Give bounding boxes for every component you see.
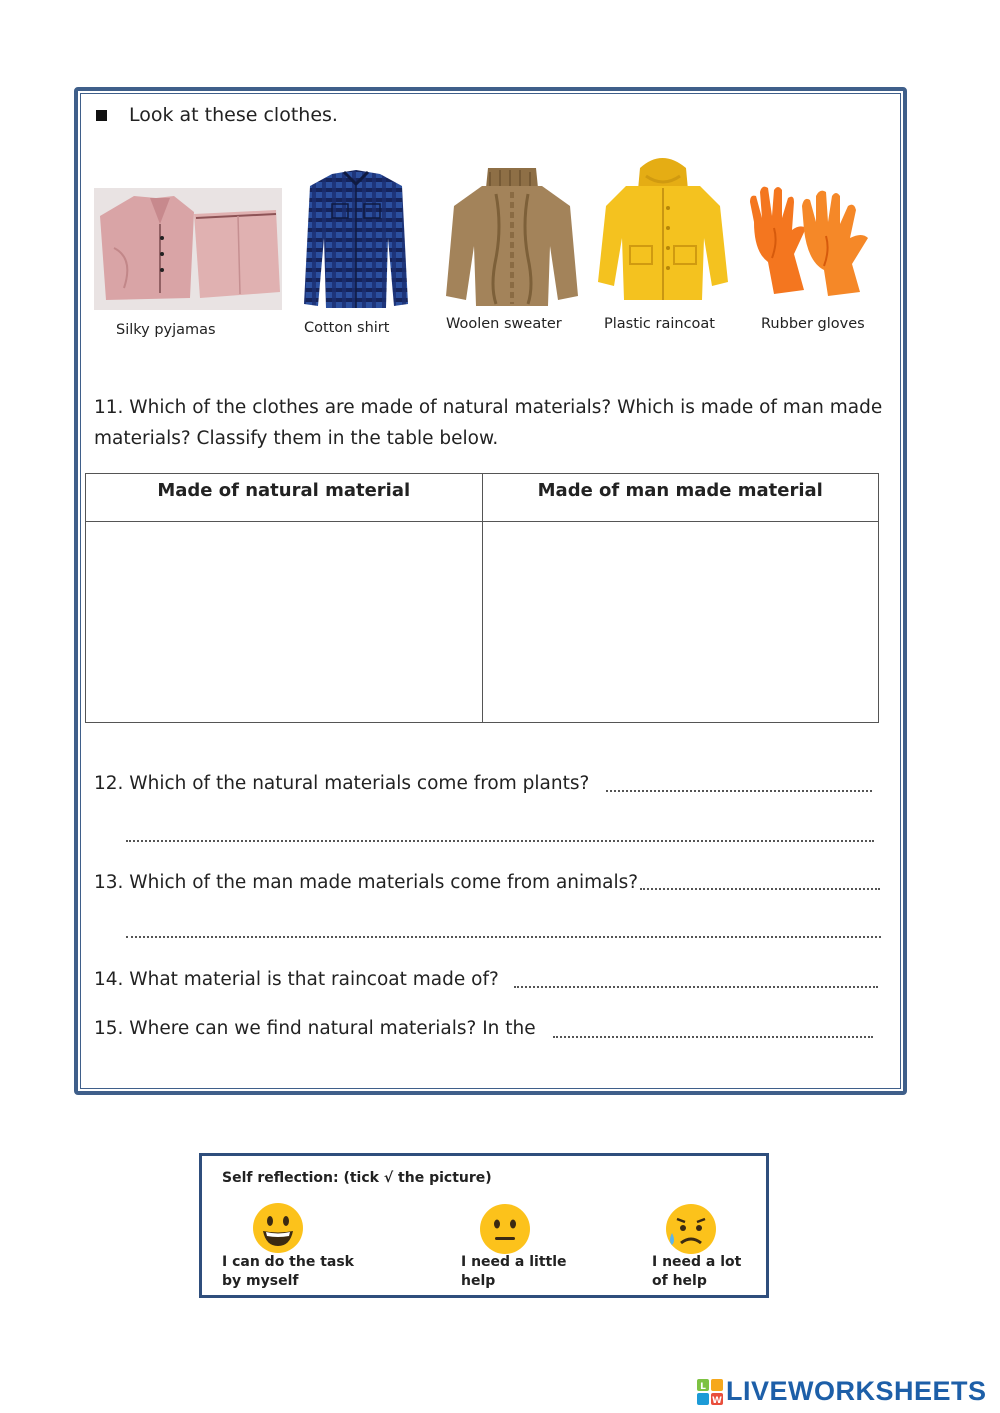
reflection-option-2-line1: I need a little xyxy=(461,1254,567,1270)
raincoat-icon xyxy=(596,154,730,304)
smiling-face-icon[interactable] xyxy=(252,1202,304,1254)
man-made-drop-cell[interactable] xyxy=(482,522,879,723)
answer-13-line-2[interactable] xyxy=(126,936,881,938)
question-15: 15. Where can we find natural materials? In the xyxy=(94,1018,536,1039)
badge-letter-l: L xyxy=(700,1381,706,1392)
caption-gloves: Rubber gloves xyxy=(761,316,865,332)
self-reflection-title: Self reflection: (tick √ the picture) xyxy=(222,1170,492,1186)
caption-sweater: Woolen sweater xyxy=(446,316,562,332)
reflection-option-3-line1: I need a lot xyxy=(652,1254,742,1270)
question-11-line2: materials? Classify them in the table below. xyxy=(94,428,499,449)
sweater-icon xyxy=(444,166,580,310)
caption-pyjamas: Silky pyjamas xyxy=(116,322,216,338)
neutral-face-icon[interactable] xyxy=(479,1203,531,1255)
liveworksheets-logo-text: LIVEWORKSHEETS xyxy=(726,1376,987,1406)
header-man-made: Made of man made material xyxy=(482,474,879,522)
natural-drop-cell[interactable] xyxy=(86,522,483,723)
question-12: 12. Which of the natural materials come from plants? xyxy=(94,773,590,794)
answer-14-line[interactable] xyxy=(514,986,878,988)
sad-sweat-face-icon[interactable] xyxy=(664,1203,718,1255)
question-11-line1: 11. Which of the clothes are made of natural materials? Which is made of man made xyxy=(94,397,883,418)
square-bullet-icon xyxy=(96,110,107,121)
caption-shirt: Cotton shirt xyxy=(304,320,390,336)
intro-text: Look at these clothes. xyxy=(129,104,338,126)
caption-raincoat: Plastic raincoat xyxy=(604,316,715,332)
header-natural: Made of natural material xyxy=(86,474,483,522)
classification-table xyxy=(85,473,879,723)
badge-letter-w: W xyxy=(712,1395,722,1405)
question-11 xyxy=(94,392,894,454)
answer-13-line-1[interactable] xyxy=(640,888,880,890)
liveworksheets-badge-icon xyxy=(697,1379,723,1405)
reflection-option-1-line2: by myself xyxy=(222,1273,299,1289)
shirt-icon xyxy=(302,168,410,310)
gloves-icon xyxy=(744,182,884,298)
reflection-option-2 xyxy=(461,1253,567,1291)
liveworksheets-logo xyxy=(697,1376,987,1407)
intro-line xyxy=(96,104,338,126)
reflection-option-3 xyxy=(652,1253,741,1291)
answer-15-line[interactable] xyxy=(553,1036,873,1038)
question-14: 14. What material is that raincoat made of? xyxy=(94,969,499,990)
reflection-option-2-line2: help xyxy=(461,1273,496,1289)
pyjamas-icon xyxy=(94,188,282,310)
reflection-option-1-line1: I can do the task xyxy=(222,1254,354,1270)
reflection-option-1 xyxy=(222,1253,354,1291)
question-13: 13. Which of the man made materials come from animals? xyxy=(94,872,639,893)
answer-12-line-2[interactable] xyxy=(126,840,874,842)
reflection-option-3-line2: of help xyxy=(652,1273,707,1289)
answer-12-line-1[interactable] xyxy=(606,790,872,792)
